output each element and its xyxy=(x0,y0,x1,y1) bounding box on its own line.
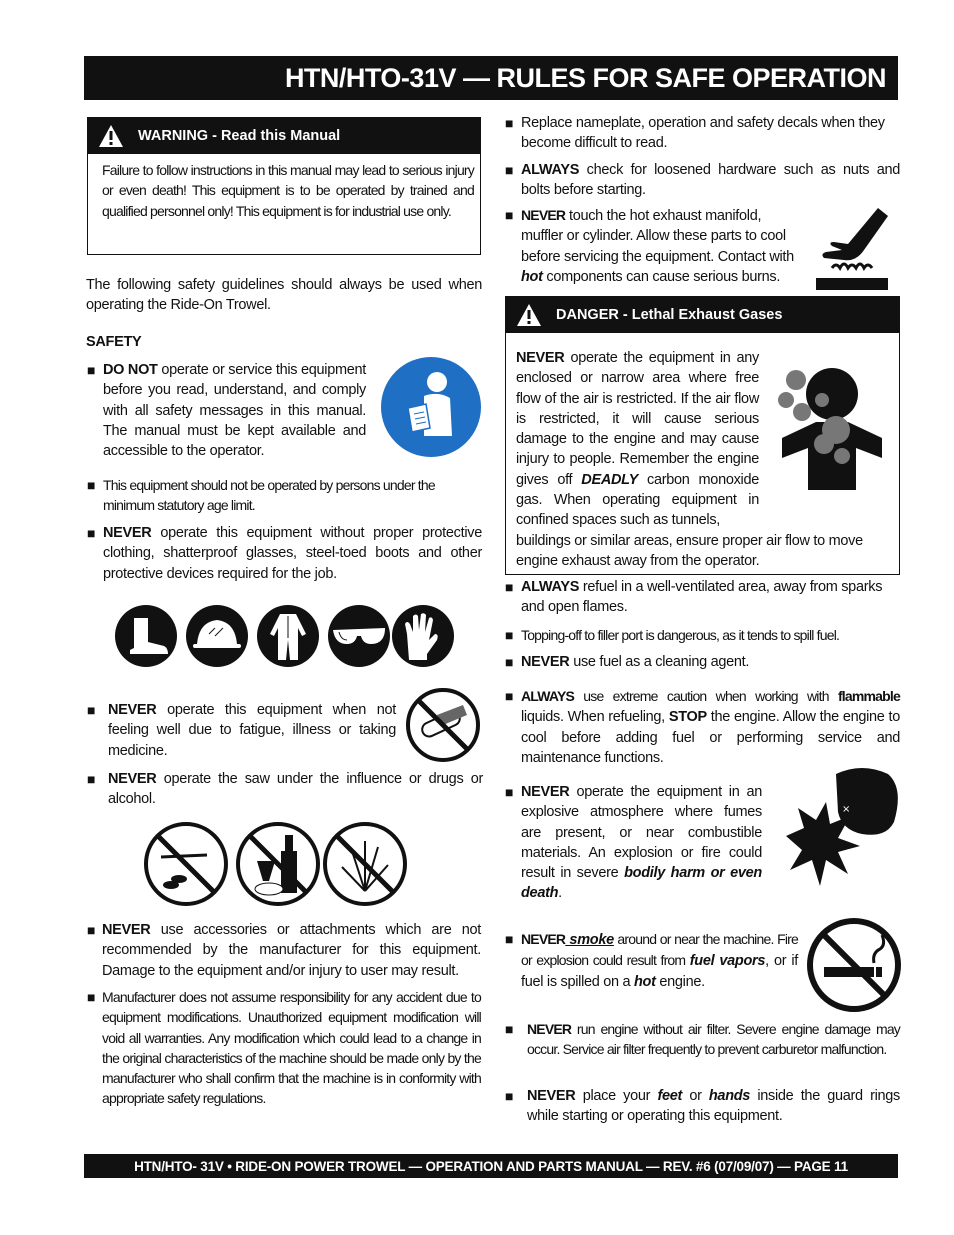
emphasis-label: NEVER xyxy=(527,1088,576,1104)
emphasis-hot: hot xyxy=(634,973,656,990)
bullet-marker: ■ xyxy=(505,688,514,704)
bullet-marker: ■ xyxy=(505,579,514,595)
item-text: run engine without air filter. Severe engine damage may occur. Service air filter frequently to prevent carburetor malfunction. xyxy=(527,1021,900,1058)
emphasis-label: DO NOT xyxy=(103,362,158,378)
item-text: refuel in a well-ventilated area, away from sparks and open flames. xyxy=(521,579,883,616)
hot-surface-icon xyxy=(812,206,892,294)
item-text: touch the hot exhaust manifold, muffler or cylinder. Allow these parts to cool before servicing the equipment. Contact with xyxy=(521,208,794,265)
item-text: operate the equipment in any enclosed or narrow area where free flow of the air is restricted. If the air flow is restricted, it will cause serious damage to the engine and may cause injury to people. Remember the engine gives off xyxy=(516,350,759,488)
no-medicine-icon xyxy=(405,687,481,763)
emphasis-label: NEVER xyxy=(103,525,152,541)
item-text: use accessories or attachments which are not recommended by the manufacturer for this equipment. Damage to the equipment and/or injury to user may result. xyxy=(102,922,481,979)
emphasis-hot: hot xyxy=(521,268,543,285)
item-text: operate the saw under the influence or drugs or alcohol. xyxy=(108,771,483,808)
item-text: operate this equipment without proper protective clothing, shatterproof glasses, steel-toed boots and other protective devices required for the job. xyxy=(103,525,482,582)
list-item xyxy=(103,360,366,461)
hard-hat-icon xyxy=(185,604,249,668)
emphasis-stop: STOP xyxy=(668,709,707,726)
emphasis-hands: hands xyxy=(708,1088,751,1104)
bullet-marker: ■ xyxy=(87,525,96,541)
list-item xyxy=(103,523,482,584)
emphasis-harm: bodily harm or even death xyxy=(521,865,762,902)
list-item xyxy=(521,929,798,992)
bullet-marker: ■ xyxy=(505,207,514,223)
intro-text: The following safety guidelines should always be used when operating the Ride-On Trowel. xyxy=(86,277,482,314)
danger-box-title: DANGER - Lethal Exhaust Gases xyxy=(556,307,783,323)
emphasis-fuel-vapors: fuel vapors xyxy=(689,953,766,970)
list-item xyxy=(521,577,901,618)
emphasis-label: ALWAYS xyxy=(521,688,575,704)
list-item xyxy=(527,1086,900,1127)
list-item: Replace nameplate, operation and safety decals when they become difficult to read. xyxy=(521,115,885,152)
item-text: operate or service this equipment before you read, understand, and comply with all safety messages in this manual. The manual must be kept available and accessible to the operator. xyxy=(103,362,366,460)
coverall-icon xyxy=(256,604,320,668)
bullet-marker: ■ xyxy=(505,1088,514,1104)
danger-box-body-continued: buildings or similar areas, ensure proper air flow to move engine exhaust away from the operator. xyxy=(516,533,863,570)
item-text: carbon monoxide gas. When operating equipment in confined spaces such as tunnels, xyxy=(516,471,759,529)
bullet-marker: ■ xyxy=(505,1021,514,1037)
list-item xyxy=(521,160,900,201)
item-text: engine. xyxy=(655,973,705,990)
emphasis-label: NEVER xyxy=(521,654,570,670)
list-item: Topping-off to filler port is dangerous, as it tends to spill fuel. xyxy=(521,627,840,643)
bullet-marker: ■ xyxy=(505,627,514,643)
danger-box-body xyxy=(516,348,759,531)
bullet-marker: ■ xyxy=(505,784,514,800)
emphasis-feet: feet xyxy=(657,1088,683,1104)
emphasis-label: NEVER xyxy=(521,784,570,800)
item-text: components can cause serious burns. xyxy=(542,268,781,285)
warning-box-header xyxy=(88,118,480,154)
item-text: inside the guard rings while starting or operating this equipment. xyxy=(527,1088,901,1125)
item-text: , or if fuel is spilled on a xyxy=(521,953,798,990)
exhaust-gas-icon xyxy=(776,360,888,490)
gloves-icon xyxy=(391,604,455,668)
bullet-marker: ■ xyxy=(87,477,96,493)
list-item xyxy=(521,782,762,904)
emphasis-label: NEVER xyxy=(108,702,157,718)
emphasis-label: NEVER xyxy=(527,1021,572,1037)
bullet-marker: ■ xyxy=(87,771,96,787)
page-title: HTN/HTO-31V — RULES FOR SAFE OPERATION xyxy=(84,56,898,100)
list-item xyxy=(108,700,396,761)
emphasis-label: ALWAYS xyxy=(521,162,580,178)
emphasis-label: NEVER xyxy=(516,350,565,366)
list-item xyxy=(108,769,483,810)
page-footer: HTN/HTO- 31V • RIDE-ON POWER TROWEL — OPERATION AND PARTS MANUAL — REV. #6 (07/09/07) — PAGE 11 xyxy=(84,1154,898,1178)
list-item xyxy=(521,686,900,768)
no-alcohol-icon xyxy=(235,821,321,907)
item-text: . xyxy=(558,885,562,902)
emphasis-label: NEVER xyxy=(102,922,151,938)
item-text: operate this equipment when not feeling well due to fatigue, illness or taking medicine. xyxy=(108,702,396,759)
item-text: liquids. When refueling, xyxy=(521,709,669,726)
emphasis-flammable: flammable xyxy=(837,688,900,704)
list-item: This equipment should not be operated by persons under the minimum statutory age limit. xyxy=(103,477,435,514)
item-text: check for loosened hardware such as nuts and bolts before starting. xyxy=(521,162,900,199)
list-item xyxy=(527,1019,900,1060)
no-smoking-icon xyxy=(806,917,902,1013)
warning-triangle-icon xyxy=(98,124,124,148)
list-item xyxy=(521,205,801,287)
bullet-marker: ■ xyxy=(505,931,514,947)
emphasis-label: NEVER xyxy=(521,207,566,223)
safety-glasses-icon xyxy=(327,604,391,668)
bullet-marker: ■ xyxy=(87,989,96,1005)
warning-triangle-icon xyxy=(516,303,542,327)
list-item xyxy=(102,920,481,981)
emphasis-smoke: smoke xyxy=(565,932,614,948)
svg-text:×: × xyxy=(842,804,851,815)
warning-box-title: WARNING - Read this Manual xyxy=(138,128,341,144)
emphasis-label: NEVER xyxy=(108,771,157,787)
item-text: use extreme caution when working with xyxy=(574,688,838,704)
item-text: operate the equipment in an explosive atmosphere where fumes are present, or near combustible materials. An explosion or fire could result in severe xyxy=(521,784,762,882)
emphasis-deadly: DEADLY xyxy=(581,471,639,488)
item-text: place your xyxy=(575,1088,658,1104)
item-text: use fuel as a cleaning agent. xyxy=(569,654,750,670)
bullet-marker: ■ xyxy=(87,922,96,938)
bullet-marker: ■ xyxy=(87,362,96,378)
list-item: Manufacturer does not assume responsibility for any accident due to equipment modifications. Unauthorized equipment modification will void all warranties. Any modification which could lead to a change in the original characteristics of the machine should be made only by the manufacturer who shall confirm that the machine is in conformity with appropriate safety regulations. xyxy=(102,989,481,1107)
danger-box-header xyxy=(506,297,899,333)
list-item xyxy=(521,652,901,672)
explosion-icon xyxy=(780,766,902,900)
bullet-marker: ■ xyxy=(505,162,514,178)
item-text: or xyxy=(682,1088,709,1104)
no-drugs-icon xyxy=(143,821,229,907)
emphasis-label: ALWAYS xyxy=(521,579,580,595)
no-plants-icon xyxy=(322,821,408,907)
warning-box xyxy=(87,117,481,255)
safety-heading: SAFETY xyxy=(86,334,142,350)
read-manual-icon xyxy=(380,356,482,458)
boots-icon xyxy=(114,604,178,668)
item-text: the engine. Allow the engine to cool before adding fuel or performing service and maintenance functions. xyxy=(521,709,900,766)
item-text: around or near the machine. Fire or explosion could result from xyxy=(521,931,799,969)
emphasis-label: NEVER xyxy=(521,931,566,947)
bullet-marker: ■ xyxy=(505,654,514,670)
bullet-marker: ■ xyxy=(87,702,96,718)
bullet-marker: ■ xyxy=(505,115,514,131)
warning-box-body: Failure to follow instructions in this manual may lead to serious injury or even death! This equipment is to be operated by trained and qualified personnel only! This equipment is for industrial use only. xyxy=(102,162,474,219)
